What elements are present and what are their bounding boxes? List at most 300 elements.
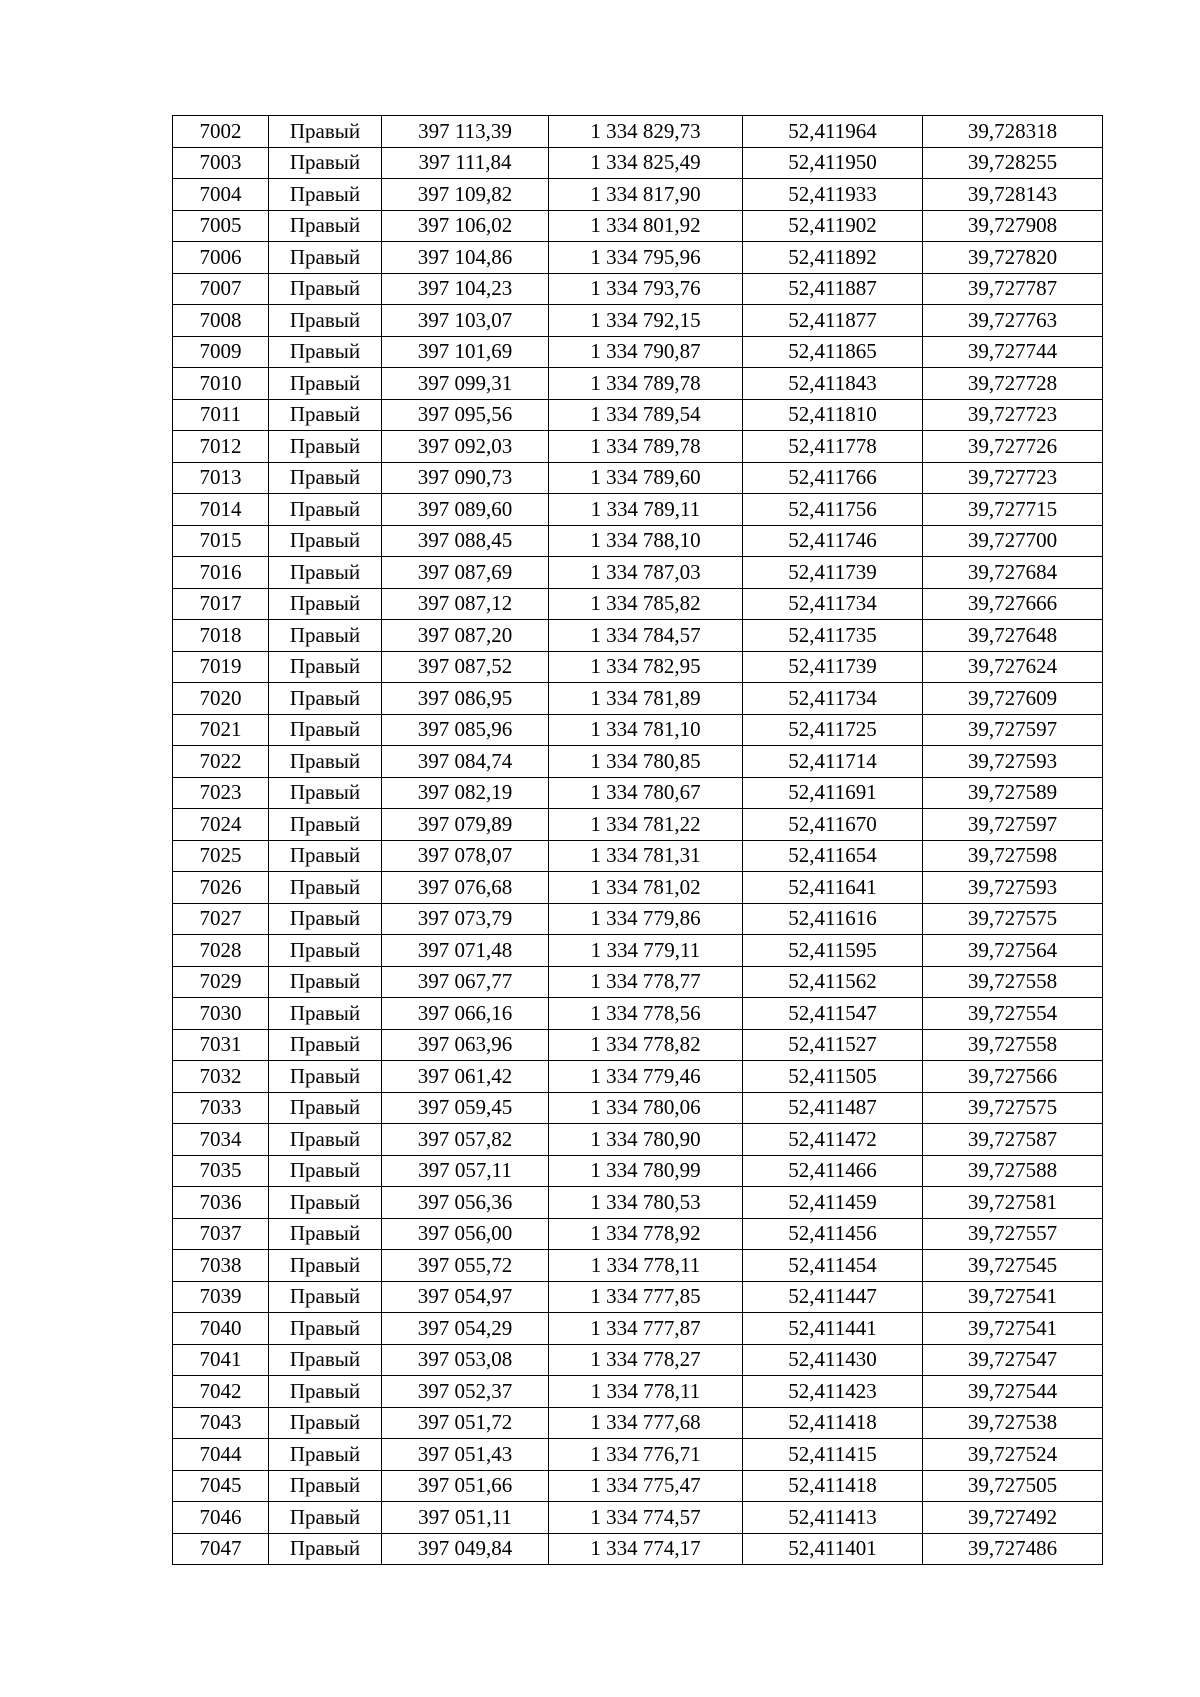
table-row <box>173 273 1103 305</box>
x-coordinate-cell: 397 055,72 <box>382 1250 549 1282</box>
point-number-cell: 7033 <box>173 1092 269 1124</box>
table-row <box>173 431 1103 463</box>
side-cell: Правый <box>269 746 382 778</box>
x-coordinate-cell: 397 076,68 <box>382 872 549 904</box>
longitude-cell: 39,727723 <box>923 399 1103 431</box>
point-number-cell: 7016 <box>173 557 269 589</box>
x-coordinate-cell: 397 079,89 <box>382 809 549 841</box>
x-coordinate-cell: 397 057,82 <box>382 1124 549 1156</box>
side-cell: Правый <box>269 588 382 620</box>
latitude-cell: 52,411459 <box>743 1187 923 1219</box>
side-cell: Правый <box>269 1218 382 1250</box>
point-number-cell: 7040 <box>173 1313 269 1345</box>
y-coordinate-cell: 1 334 781,31 <box>549 840 743 872</box>
table-row <box>173 210 1103 242</box>
x-coordinate-cell: 397 087,12 <box>382 588 549 620</box>
x-coordinate-cell: 397 087,69 <box>382 557 549 589</box>
table-row <box>173 1124 1103 1156</box>
longitude-cell: 39,727726 <box>923 431 1103 463</box>
longitude-cell: 39,727541 <box>923 1281 1103 1313</box>
latitude-cell: 52,411810 <box>743 399 923 431</box>
side-cell: Правый <box>269 273 382 305</box>
latitude-cell: 52,411739 <box>743 557 923 589</box>
y-coordinate-cell: 1 334 778,27 <box>549 1344 743 1376</box>
table-row <box>173 840 1103 872</box>
x-coordinate-cell: 397 051,43 <box>382 1439 549 1471</box>
side-cell: Правый <box>269 525 382 557</box>
point-number-cell: 7015 <box>173 525 269 557</box>
y-coordinate-cell: 1 334 778,82 <box>549 1029 743 1061</box>
table-row <box>173 116 1103 148</box>
table-row <box>173 1187 1103 1219</box>
longitude-cell: 39,728318 <box>923 116 1103 148</box>
table-row <box>173 399 1103 431</box>
side-cell: Правый <box>269 462 382 494</box>
latitude-cell: 52,411734 <box>743 683 923 715</box>
y-coordinate-cell: 1 334 774,17 <box>549 1533 743 1565</box>
point-number-cell: 7020 <box>173 683 269 715</box>
point-number-cell: 7007 <box>173 273 269 305</box>
side-cell: Правый <box>269 1092 382 1124</box>
y-coordinate-cell: 1 334 782,95 <box>549 651 743 683</box>
table-row <box>173 1250 1103 1282</box>
x-coordinate-cell: 397 051,66 <box>382 1470 549 1502</box>
latitude-cell: 52,411746 <box>743 525 923 557</box>
y-coordinate-cell: 1 334 825,49 <box>549 147 743 179</box>
point-number-cell: 7017 <box>173 588 269 620</box>
point-number-cell: 7027 <box>173 903 269 935</box>
side-cell: Правый <box>269 903 382 935</box>
longitude-cell: 39,727547 <box>923 1344 1103 1376</box>
side-cell: Правый <box>269 1313 382 1345</box>
table-row <box>173 1218 1103 1250</box>
longitude-cell: 39,727763 <box>923 305 1103 337</box>
y-coordinate-cell: 1 334 790,87 <box>549 336 743 368</box>
table-row <box>173 242 1103 274</box>
point-number-cell: 7004 <box>173 179 269 211</box>
longitude-cell: 39,727787 <box>923 273 1103 305</box>
side-cell: Правый <box>269 494 382 526</box>
latitude-cell: 52,411714 <box>743 746 923 778</box>
y-coordinate-cell: 1 334 793,76 <box>549 273 743 305</box>
x-coordinate-cell: 397 059,45 <box>382 1092 549 1124</box>
y-coordinate-cell: 1 334 829,73 <box>549 116 743 148</box>
longitude-cell: 39,727666 <box>923 588 1103 620</box>
longitude-cell: 39,727715 <box>923 494 1103 526</box>
y-coordinate-cell: 1 334 774,57 <box>549 1502 743 1534</box>
x-coordinate-cell: 397 053,08 <box>382 1344 549 1376</box>
table-row <box>173 1092 1103 1124</box>
y-coordinate-cell: 1 334 775,47 <box>549 1470 743 1502</box>
latitude-cell: 52,411734 <box>743 588 923 620</box>
table-row <box>173 525 1103 557</box>
side-cell: Правый <box>269 242 382 274</box>
latitude-cell: 52,411616 <box>743 903 923 935</box>
x-coordinate-cell: 397 103,07 <box>382 305 549 337</box>
latitude-cell: 52,411766 <box>743 462 923 494</box>
side-cell: Правый <box>269 1502 382 1534</box>
y-coordinate-cell: 1 334 787,03 <box>549 557 743 589</box>
longitude-cell: 39,727723 <box>923 462 1103 494</box>
x-coordinate-cell: 397 088,45 <box>382 525 549 557</box>
latitude-cell: 52,411456 <box>743 1218 923 1250</box>
latitude-cell: 52,411415 <box>743 1439 923 1471</box>
x-coordinate-cell: 397 084,74 <box>382 746 549 778</box>
x-coordinate-cell: 397 092,03 <box>382 431 549 463</box>
point-number-cell: 7019 <box>173 651 269 683</box>
latitude-cell: 52,411892 <box>743 242 923 274</box>
side-cell: Правый <box>269 1155 382 1187</box>
y-coordinate-cell: 1 334 778,11 <box>549 1376 743 1408</box>
table-row <box>173 683 1103 715</box>
y-coordinate-cell: 1 334 801,92 <box>549 210 743 242</box>
longitude-cell: 39,728255 <box>923 147 1103 179</box>
point-number-cell: 7002 <box>173 116 269 148</box>
table-row <box>173 1061 1103 1093</box>
latitude-cell: 52,411670 <box>743 809 923 841</box>
longitude-cell: 39,727700 <box>923 525 1103 557</box>
point-number-cell: 7025 <box>173 840 269 872</box>
y-coordinate-cell: 1 334 780,85 <box>549 746 743 778</box>
y-coordinate-cell: 1 334 777,87 <box>549 1313 743 1345</box>
x-coordinate-cell: 397 054,97 <box>382 1281 549 1313</box>
table-row <box>173 903 1103 935</box>
side-cell: Правый <box>269 1533 382 1565</box>
x-coordinate-cell: 397 052,37 <box>382 1376 549 1408</box>
x-coordinate-cell: 397 095,56 <box>382 399 549 431</box>
y-coordinate-cell: 1 334 780,06 <box>549 1092 743 1124</box>
longitude-cell: 39,727492 <box>923 1502 1103 1534</box>
x-coordinate-cell: 397 056,36 <box>382 1187 549 1219</box>
latitude-cell: 52,411562 <box>743 966 923 998</box>
point-number-cell: 7030 <box>173 998 269 1030</box>
side-cell: Правый <box>269 1029 382 1061</box>
point-number-cell: 7003 <box>173 147 269 179</box>
side-cell: Правый <box>269 1376 382 1408</box>
side-cell: Правый <box>269 1407 382 1439</box>
side-cell: Правый <box>269 1250 382 1282</box>
x-coordinate-cell: 397 090,73 <box>382 462 549 494</box>
point-number-cell: 7008 <box>173 305 269 337</box>
point-number-cell: 7011 <box>173 399 269 431</box>
y-coordinate-cell: 1 334 779,11 <box>549 935 743 967</box>
y-coordinate-cell: 1 334 785,82 <box>549 588 743 620</box>
side-cell: Правый <box>269 935 382 967</box>
y-coordinate-cell: 1 334 781,22 <box>549 809 743 841</box>
side-cell: Правый <box>269 557 382 589</box>
side-cell: Правый <box>269 1281 382 1313</box>
table-row <box>173 1029 1103 1061</box>
longitude-cell: 39,727557 <box>923 1218 1103 1250</box>
side-cell: Правый <box>269 651 382 683</box>
x-coordinate-cell: 397 106,02 <box>382 210 549 242</box>
table-row <box>173 1502 1103 1534</box>
longitude-cell: 39,727593 <box>923 872 1103 904</box>
point-number-cell: 7026 <box>173 872 269 904</box>
x-coordinate-cell: 397 071,48 <box>382 935 549 967</box>
y-coordinate-cell: 1 334 781,02 <box>549 872 743 904</box>
y-coordinate-cell: 1 334 778,77 <box>549 966 743 998</box>
y-coordinate-cell: 1 334 777,68 <box>549 1407 743 1439</box>
x-coordinate-cell: 397 054,29 <box>382 1313 549 1345</box>
y-coordinate-cell: 1 334 792,15 <box>549 305 743 337</box>
point-number-cell: 7029 <box>173 966 269 998</box>
y-coordinate-cell: 1 334 778,92 <box>549 1218 743 1250</box>
table-row <box>173 935 1103 967</box>
coordinates-table-body <box>173 116 1103 1565</box>
side-cell: Правый <box>269 1187 382 1219</box>
table-row <box>173 1376 1103 1408</box>
x-coordinate-cell: 397 051,72 <box>382 1407 549 1439</box>
longitude-cell: 39,727524 <box>923 1439 1103 1471</box>
table-row <box>173 147 1103 179</box>
longitude-cell: 39,727575 <box>923 903 1103 935</box>
longitude-cell: 39,727566 <box>923 1061 1103 1093</box>
side-cell: Правый <box>269 777 382 809</box>
x-coordinate-cell: 397 104,23 <box>382 273 549 305</box>
y-coordinate-cell: 1 334 779,46 <box>549 1061 743 1093</box>
latitude-cell: 52,411725 <box>743 714 923 746</box>
longitude-cell: 39,727575 <box>923 1092 1103 1124</box>
longitude-cell: 39,727589 <box>923 777 1103 809</box>
latitude-cell: 52,411654 <box>743 840 923 872</box>
table-row <box>173 620 1103 652</box>
y-coordinate-cell: 1 334 789,60 <box>549 462 743 494</box>
table-row <box>173 966 1103 998</box>
point-number-cell: 7014 <box>173 494 269 526</box>
y-coordinate-cell: 1 334 780,90 <box>549 1124 743 1156</box>
longitude-cell: 39,727728 <box>923 368 1103 400</box>
point-number-cell: 7010 <box>173 368 269 400</box>
longitude-cell: 39,727609 <box>923 683 1103 715</box>
side-cell: Правый <box>269 620 382 652</box>
y-coordinate-cell: 1 334 780,53 <box>549 1187 743 1219</box>
side-cell: Правый <box>269 966 382 998</box>
x-coordinate-cell: 397 049,84 <box>382 1533 549 1565</box>
y-coordinate-cell: 1 334 795,96 <box>549 242 743 274</box>
y-coordinate-cell: 1 334 789,11 <box>549 494 743 526</box>
latitude-cell: 52,411413 <box>743 1502 923 1534</box>
side-cell: Правый <box>269 714 382 746</box>
table-row <box>173 462 1103 494</box>
x-coordinate-cell: 397 066,16 <box>382 998 549 1030</box>
point-number-cell: 7042 <box>173 1376 269 1408</box>
latitude-cell: 52,411843 <box>743 368 923 400</box>
side-cell: Правый <box>269 998 382 1030</box>
y-coordinate-cell: 1 334 784,57 <box>549 620 743 652</box>
table-row <box>173 1155 1103 1187</box>
point-number-cell: 7034 <box>173 1124 269 1156</box>
side-cell: Правый <box>269 179 382 211</box>
x-coordinate-cell: 397 086,95 <box>382 683 549 715</box>
side-cell: Правый <box>269 336 382 368</box>
latitude-cell: 52,411735 <box>743 620 923 652</box>
table-row <box>173 588 1103 620</box>
longitude-cell: 39,727597 <box>923 714 1103 746</box>
x-coordinate-cell: 397 101,69 <box>382 336 549 368</box>
point-number-cell: 7047 <box>173 1533 269 1565</box>
latitude-cell: 52,411739 <box>743 651 923 683</box>
latitude-cell: 52,411595 <box>743 935 923 967</box>
point-number-cell: 7031 <box>173 1029 269 1061</box>
table-row <box>173 809 1103 841</box>
latitude-cell: 52,411487 <box>743 1092 923 1124</box>
longitude-cell: 39,727505 <box>923 1470 1103 1502</box>
table-row <box>173 305 1103 337</box>
latitude-cell: 52,411423 <box>743 1376 923 1408</box>
x-coordinate-cell: 397 087,52 <box>382 651 549 683</box>
table-row <box>173 651 1103 683</box>
point-number-cell: 7006 <box>173 242 269 274</box>
x-coordinate-cell: 397 051,11 <box>382 1502 549 1534</box>
longitude-cell: 39,727581 <box>923 1187 1103 1219</box>
latitude-cell: 52,411877 <box>743 305 923 337</box>
point-number-cell: 7038 <box>173 1250 269 1282</box>
table-row <box>173 1313 1103 1345</box>
side-cell: Правый <box>269 1344 382 1376</box>
latitude-cell: 52,411505 <box>743 1061 923 1093</box>
point-number-cell: 7013 <box>173 462 269 494</box>
latitude-cell: 52,411865 <box>743 336 923 368</box>
longitude-cell: 39,727744 <box>923 336 1103 368</box>
table-row <box>173 557 1103 589</box>
latitude-cell: 52,411950 <box>743 147 923 179</box>
longitude-cell: 39,727624 <box>923 651 1103 683</box>
point-number-cell: 7021 <box>173 714 269 746</box>
side-cell: Правый <box>269 840 382 872</box>
point-number-cell: 7037 <box>173 1218 269 1250</box>
side-cell: Правый <box>269 1439 382 1471</box>
side-cell: Правый <box>269 368 382 400</box>
longitude-cell: 39,727541 <box>923 1313 1103 1345</box>
point-number-cell: 7046 <box>173 1502 269 1534</box>
x-coordinate-cell: 397 089,60 <box>382 494 549 526</box>
x-coordinate-cell: 397 109,82 <box>382 179 549 211</box>
latitude-cell: 52,411527 <box>743 1029 923 1061</box>
y-coordinate-cell: 1 334 781,89 <box>549 683 743 715</box>
longitude-cell: 39,727684 <box>923 557 1103 589</box>
point-number-cell: 7023 <box>173 777 269 809</box>
point-number-cell: 7018 <box>173 620 269 652</box>
table-row <box>173 777 1103 809</box>
latitude-cell: 52,411641 <box>743 872 923 904</box>
table-row <box>173 494 1103 526</box>
table-row <box>173 1281 1103 1313</box>
y-coordinate-cell: 1 334 789,54 <box>549 399 743 431</box>
y-coordinate-cell: 1 334 780,99 <box>549 1155 743 1187</box>
y-coordinate-cell: 1 334 788,10 <box>549 525 743 557</box>
latitude-cell: 52,411691 <box>743 777 923 809</box>
x-coordinate-cell: 397 087,20 <box>382 620 549 652</box>
table-row <box>173 336 1103 368</box>
side-cell: Правый <box>269 305 382 337</box>
side-cell: Правый <box>269 809 382 841</box>
point-number-cell: 7041 <box>173 1344 269 1376</box>
table-row <box>173 1439 1103 1471</box>
latitude-cell: 52,411466 <box>743 1155 923 1187</box>
side-cell: Правый <box>269 116 382 148</box>
table-row <box>173 746 1103 778</box>
point-number-cell: 7024 <box>173 809 269 841</box>
y-coordinate-cell: 1 334 778,56 <box>549 998 743 1030</box>
latitude-cell: 52,411472 <box>743 1124 923 1156</box>
side-cell: Правый <box>269 431 382 463</box>
longitude-cell: 39,727544 <box>923 1376 1103 1408</box>
x-coordinate-cell: 397 078,07 <box>382 840 549 872</box>
longitude-cell: 39,727486 <box>923 1533 1103 1565</box>
point-number-cell: 7022 <box>173 746 269 778</box>
point-number-cell: 7028 <box>173 935 269 967</box>
latitude-cell: 52,411418 <box>743 1470 923 1502</box>
longitude-cell: 39,727588 <box>923 1155 1103 1187</box>
y-coordinate-cell: 1 334 789,78 <box>549 368 743 400</box>
side-cell: Правый <box>269 210 382 242</box>
table-row <box>173 872 1103 904</box>
y-coordinate-cell: 1 334 781,10 <box>549 714 743 746</box>
longitude-cell: 39,727598 <box>923 840 1103 872</box>
x-coordinate-cell: 397 111,84 <box>382 147 549 179</box>
latitude-cell: 52,411778 <box>743 431 923 463</box>
x-coordinate-cell: 397 061,42 <box>382 1061 549 1093</box>
y-coordinate-cell: 1 334 780,67 <box>549 777 743 809</box>
x-coordinate-cell: 397 104,86 <box>382 242 549 274</box>
x-coordinate-cell: 397 099,31 <box>382 368 549 400</box>
latitude-cell: 52,411902 <box>743 210 923 242</box>
table-row <box>173 179 1103 211</box>
y-coordinate-cell: 1 334 817,90 <box>549 179 743 211</box>
y-coordinate-cell: 1 334 779,86 <box>549 903 743 935</box>
y-coordinate-cell: 1 334 778,11 <box>549 1250 743 1282</box>
table-row <box>173 1470 1103 1502</box>
x-coordinate-cell: 397 057,11 <box>382 1155 549 1187</box>
longitude-cell: 39,727545 <box>923 1250 1103 1282</box>
longitude-cell: 39,727558 <box>923 966 1103 998</box>
latitude-cell: 52,411547 <box>743 998 923 1030</box>
longitude-cell: 39,727648 <box>923 620 1103 652</box>
table-row <box>173 1407 1103 1439</box>
longitude-cell: 39,727593 <box>923 746 1103 778</box>
longitude-cell: 39,727597 <box>923 809 1103 841</box>
side-cell: Правый <box>269 1470 382 1502</box>
point-number-cell: 7035 <box>173 1155 269 1187</box>
point-number-cell: 7032 <box>173 1061 269 1093</box>
point-number-cell: 7044 <box>173 1439 269 1471</box>
longitude-cell: 39,728143 <box>923 179 1103 211</box>
longitude-cell: 39,727908 <box>923 210 1103 242</box>
side-cell: Правый <box>269 872 382 904</box>
table-row <box>173 1533 1103 1565</box>
latitude-cell: 52,411441 <box>743 1313 923 1345</box>
point-number-cell: 7012 <box>173 431 269 463</box>
y-coordinate-cell: 1 334 789,78 <box>549 431 743 463</box>
point-number-cell: 7043 <box>173 1407 269 1439</box>
point-number-cell: 7045 <box>173 1470 269 1502</box>
longitude-cell: 39,727554 <box>923 998 1103 1030</box>
y-coordinate-cell: 1 334 777,85 <box>549 1281 743 1313</box>
latitude-cell: 52,411964 <box>743 116 923 148</box>
side-cell: Правый <box>269 683 382 715</box>
x-coordinate-cell: 397 073,79 <box>382 903 549 935</box>
latitude-cell: 52,411756 <box>743 494 923 526</box>
point-number-cell: 7005 <box>173 210 269 242</box>
longitude-cell: 39,727820 <box>923 242 1103 274</box>
x-coordinate-cell: 397 113,39 <box>382 116 549 148</box>
longitude-cell: 39,727587 <box>923 1124 1103 1156</box>
x-coordinate-cell: 397 082,19 <box>382 777 549 809</box>
side-cell: Правый <box>269 1061 382 1093</box>
table-row <box>173 714 1103 746</box>
x-coordinate-cell: 397 056,00 <box>382 1218 549 1250</box>
